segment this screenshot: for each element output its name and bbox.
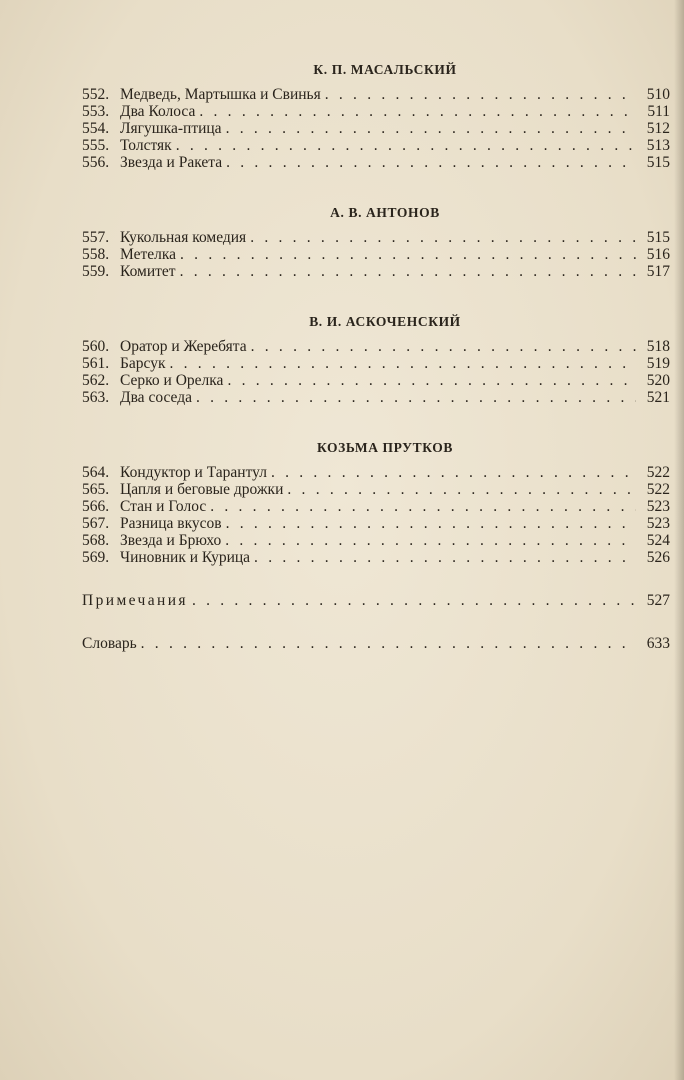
dot-leader [199, 103, 636, 120]
entry-page: 521 [646, 389, 670, 406]
toc-entry [82, 464, 670, 481]
entry-title: Разница вкусов [120, 515, 222, 532]
section-spacer [82, 566, 670, 592]
section-spacer [82, 280, 670, 312]
entry-title: Оратор и Жеребята [120, 338, 247, 355]
entry-page: 517 [646, 263, 670, 280]
entry-title: Словарь [82, 635, 137, 652]
toc-entry-notes [82, 592, 670, 609]
entry-page: 526 [646, 549, 670, 566]
dot-leader [226, 154, 636, 171]
entry-number: 555. [82, 137, 110, 154]
toc-entry [82, 549, 670, 566]
dot-leader [192, 592, 636, 609]
entry-number: 553. [82, 103, 110, 120]
section-heading: К. П. МАСАЛЬСКИЙ [313, 62, 457, 77]
toc-section-masalsky [82, 60, 670, 171]
entry-page: 513 [646, 137, 670, 154]
dot-leader [250, 229, 636, 246]
entry-number: 557. [82, 229, 110, 246]
toc-entry [82, 120, 670, 137]
section-heading: КОЗЬМА ПРУТКОВ [316, 440, 453, 455]
toc-entry [82, 246, 670, 263]
entry-number: 558. [82, 246, 110, 263]
dot-leader [210, 498, 636, 515]
dot-leader [226, 120, 636, 137]
entry-number: 564. [82, 464, 110, 481]
dot-leader [226, 515, 636, 532]
entry-title: Кондуктор и Тарантул [120, 464, 267, 481]
toc-entry [82, 355, 670, 372]
dot-leader [170, 355, 637, 372]
section-spacer [82, 406, 670, 438]
entry-page: 510 [646, 86, 670, 103]
entry-title: Комитет [120, 263, 176, 280]
entry-number: 560. [82, 338, 110, 355]
dot-leader [196, 389, 636, 406]
toc-entry [82, 229, 670, 246]
entry-page: 522 [646, 464, 670, 481]
dot-leader [287, 481, 636, 498]
entry-page: 523 [646, 498, 670, 515]
entry-page: 523 [646, 515, 670, 532]
entry-title: Звезда и Брюхо [120, 532, 222, 549]
dot-leader [227, 372, 636, 389]
toc-entry-dictionary [82, 635, 670, 652]
entry-number: 568. [82, 532, 110, 549]
entry-title: Чиновник и Курица [120, 549, 251, 566]
entry-number: 559. [82, 263, 110, 280]
toc-entry [82, 103, 670, 120]
toc-entry [82, 263, 670, 280]
dot-leader [325, 86, 636, 103]
dot-leader [254, 549, 636, 566]
entry-page: 519 [646, 355, 670, 372]
entry-title: Примечания [82, 592, 188, 609]
toc-entry [82, 338, 670, 355]
dot-leader [271, 464, 636, 481]
entry-page: 516 [646, 246, 670, 263]
entry-page: 515 [646, 154, 670, 171]
entry-title: Метелка [120, 246, 177, 263]
dot-leader [180, 263, 636, 280]
entry-page: 515 [646, 229, 670, 246]
entry-number: 569. [82, 549, 110, 566]
entry-number: 562. [82, 372, 110, 389]
page-edge-shadow [674, 0, 684, 1080]
toc-entry [82, 86, 670, 103]
entry-page: 633 [646, 635, 670, 652]
dot-leader [180, 246, 636, 263]
entry-number: 552. [82, 86, 110, 103]
entry-page: 524 [646, 532, 670, 549]
dot-leader [225, 532, 636, 549]
entry-title: Цапля и беговые дрожки [120, 481, 284, 498]
entry-title: Кукольная комедия [120, 229, 247, 246]
entry-page: 512 [646, 120, 670, 137]
section-heading: В. И. АСКОЧЕНСКИЙ [309, 314, 461, 329]
entry-page: 520 [646, 372, 670, 389]
entry-title: Два соседа [120, 389, 192, 406]
section-spacer [82, 609, 670, 635]
toc-entry [82, 154, 670, 171]
toc-entry [82, 481, 670, 498]
entry-title: Стан и Голос [120, 498, 207, 515]
toc-entry [82, 515, 670, 532]
entry-title: Серко и Орелка [120, 372, 224, 389]
entry-number: 566. [82, 498, 110, 515]
entry-page: 527 [646, 592, 670, 609]
section-heading: А. В. АНТОНОВ [330, 205, 440, 220]
section-spacer [82, 171, 670, 203]
entry-title: Толстяк [120, 137, 172, 154]
toc-section-askochensky [82, 312, 670, 406]
entry-number: 556. [82, 154, 110, 171]
entry-title: Звезда и Ракета [120, 154, 223, 171]
toc-entry [82, 498, 670, 515]
entry-title: Медведь, Мартышка и Свинья [120, 86, 321, 103]
entry-number: 565. [82, 481, 110, 498]
entry-title: Два Колоса [120, 103, 196, 120]
toc-section-prutkov [82, 438, 670, 566]
entry-title: Барсук [120, 355, 166, 372]
toc-entry [82, 389, 670, 406]
toc-entry [82, 137, 670, 154]
table-of-contents [82, 60, 670, 652]
entry-number: 563. [82, 389, 110, 406]
entry-number: 567. [82, 515, 110, 532]
entry-title: Лягушка-птица [120, 120, 222, 137]
toc-entry [82, 532, 670, 549]
entry-page: 522 [646, 481, 670, 498]
entry-page: 518 [646, 338, 670, 355]
entry-number: 554. [82, 120, 110, 137]
toc-section-antonov [82, 203, 670, 280]
dot-leader [141, 635, 636, 652]
entry-page: 511 [647, 103, 670, 120]
toc-entry [82, 372, 670, 389]
dot-leader [251, 338, 636, 355]
entry-number: 561. [82, 355, 110, 372]
dot-leader [176, 137, 636, 154]
